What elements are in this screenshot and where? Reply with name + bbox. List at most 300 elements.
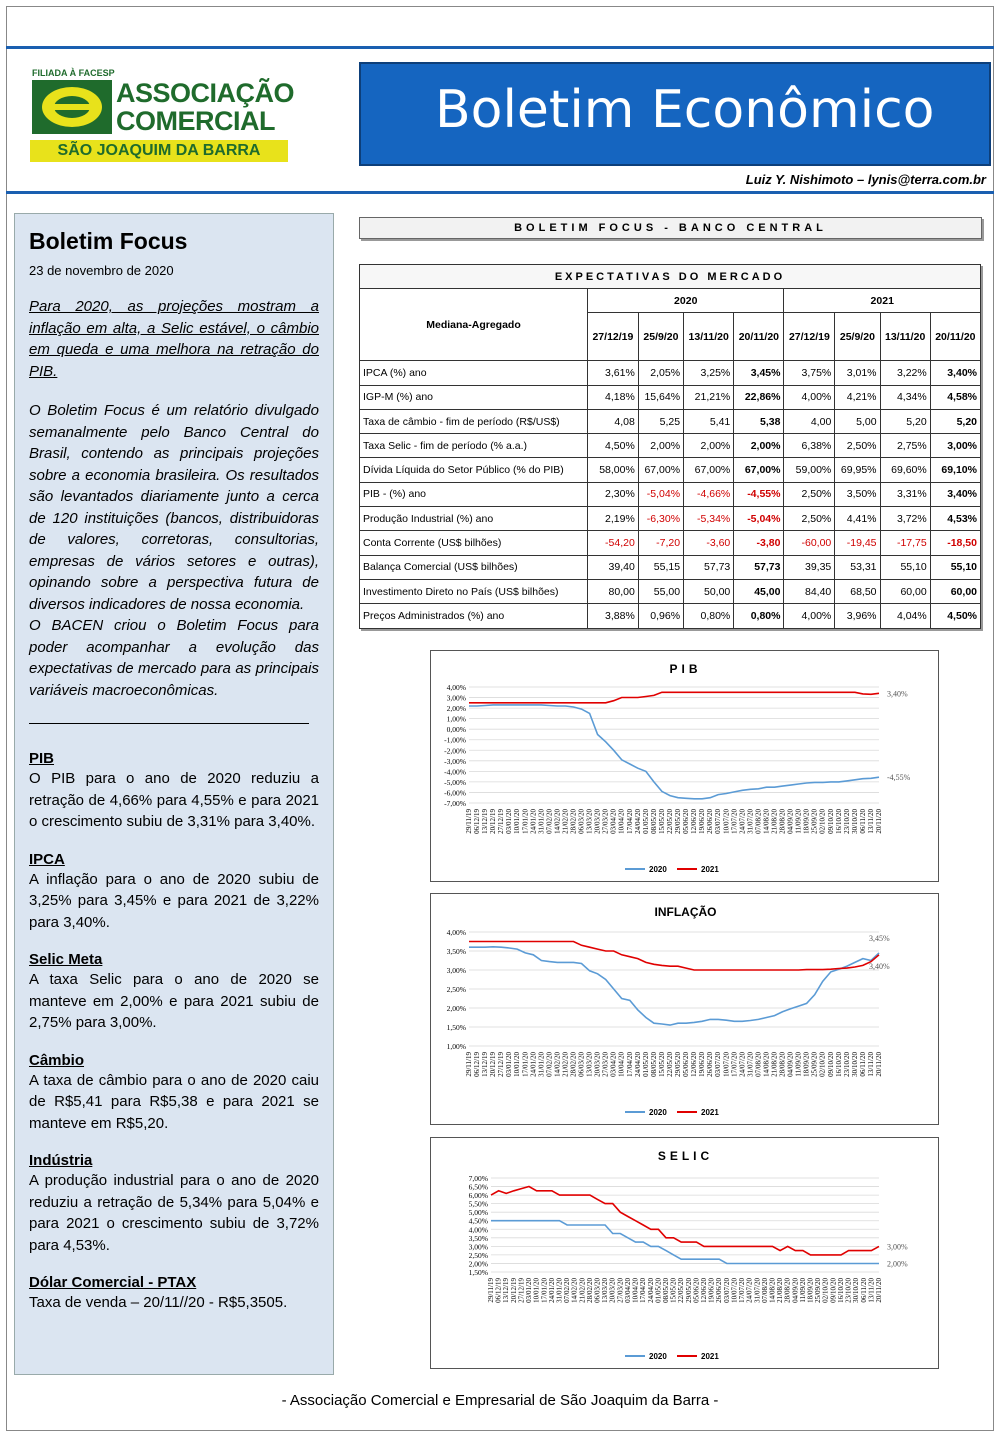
x-tick-label: 24/04/20 — [633, 809, 642, 834]
cell-value: 2,05% — [638, 361, 683, 385]
y-tick-label: 5,50% — [468, 1199, 488, 1209]
author-line: Luiz Y. Nishimoto – lynis@terra.com.br — [745, 172, 986, 187]
x-tick-label: 08/05/20 — [649, 1052, 658, 1077]
x-tick-label: 07/02/20 — [545, 809, 554, 834]
cell-value: 5,41 — [684, 409, 734, 433]
x-tick-label: 14/08/20 — [768, 1278, 777, 1303]
date-header: 25/9/20 — [638, 313, 683, 361]
x-tick-label: 29/11/19 — [465, 809, 473, 834]
x-tick-label: 25/09/20 — [810, 1052, 819, 1077]
y-tick-label: -4,00% — [444, 767, 466, 777]
cell-value: 0,96% — [638, 604, 683, 628]
cell-value: 55,15 — [638, 555, 683, 579]
x-tick-label: 30/10/20 — [850, 809, 859, 834]
y-tick-label: 4,00% — [446, 928, 466, 937]
cell-value: 39,35 — [784, 555, 835, 579]
x-tick-label: 10/07/20 — [730, 1278, 739, 1303]
x-tick-label: 05/06/20 — [692, 1278, 701, 1303]
y-tick-label: 2,50% — [468, 1250, 488, 1260]
x-tick-label: 14/08/20 — [762, 809, 771, 834]
y-tick-label: 4,00% — [468, 1225, 488, 1235]
table-row — [360, 531, 981, 555]
x-tick-label: 09/10/20 — [826, 809, 835, 834]
y-tick-label: 7,00% — [468, 1174, 488, 1183]
cell-value: 50,00 — [684, 579, 734, 603]
cell-value: 3,50% — [835, 482, 880, 506]
x-tick-label: 01/05/20 — [654, 1278, 663, 1303]
x-tick-label: 23/10/20 — [844, 1278, 853, 1303]
x-tick-label: 20/11/20 — [875, 1278, 883, 1303]
x-tick-label: 22/05/20 — [665, 1052, 674, 1077]
x-tick-label: 24/07/20 — [738, 1052, 747, 1077]
x-tick-label: 08/05/20 — [661, 1278, 670, 1303]
x-tick-label: 04/09/20 — [791, 1278, 800, 1303]
sidebar-date: 23 de novembro de 2020 — [29, 263, 174, 278]
cell-value: -4,66% — [684, 482, 734, 506]
x-tick-label: 13/11/20 — [867, 1278, 876, 1303]
y-tick-label: -3,00% — [444, 756, 466, 766]
x-tick-label: 20/12/19 — [489, 1052, 498, 1077]
end-value-label: 3,40% — [887, 689, 908, 699]
x-tick-label: 03/04/20 — [623, 1278, 632, 1303]
chart-title: INFLAÇÃO — [654, 905, 717, 919]
cell-value: 57,73 — [684, 555, 734, 579]
x-tick-label: 10/01/20 — [513, 809, 522, 834]
x-tick-label: 27/12/19 — [497, 809, 506, 834]
logo-line-2: COMERCIAL — [116, 106, 275, 136]
x-tick-label: 16/10/20 — [836, 1278, 845, 1303]
x-tick-label: 13/03/20 — [601, 1278, 610, 1303]
chart-title: PIB — [669, 662, 702, 676]
y-tick-label: 3,50% — [446, 947, 466, 956]
y-tick-label: 3,50% — [468, 1233, 488, 1243]
pib-chart-svg — [431, 651, 940, 883]
x-tick-label: 28/02/20 — [585, 1278, 594, 1303]
x-tick-label: 24/07/20 — [738, 809, 747, 834]
x-tick-label: 27/03/20 — [616, 1278, 625, 1303]
cell-value: 5,25 — [638, 409, 683, 433]
x-tick-label: 21/02/20 — [578, 1278, 587, 1303]
x-tick-label: 31/01/20 — [537, 1052, 546, 1077]
x-tick-label: 07/02/20 — [563, 1278, 572, 1303]
section-text-cambio: A taxa de câmbio para o ano de 2020 caiu de R$5,41 para R$5,38 e para 2021 se manteve em R$5,20. — [29, 1071, 319, 1132]
x-tick-label: 21/08/20 — [776, 1278, 785, 1303]
y-tick-label: 4,00% — [446, 683, 466, 692]
cell-value: 55,00 — [638, 579, 683, 603]
x-tick-label: 06/11/20 — [859, 1278, 868, 1303]
x-tick-label: 30/10/20 — [850, 1052, 859, 1077]
sidebar-title: Boletim Focus — [29, 228, 188, 254]
y-tick-label: -6,00% — [444, 788, 466, 798]
y-tick-label: -2,00% — [444, 746, 466, 756]
x-tick-label: 07/08/20 — [754, 809, 763, 834]
x-tick-label: 17/04/20 — [625, 809, 634, 834]
cell-value: 80,00 — [588, 579, 639, 603]
x-tick-label: 22/05/20 — [665, 809, 674, 834]
cell-value: 69,10% — [930, 458, 980, 482]
x-tick-label: 06/03/20 — [577, 1052, 586, 1077]
x-tick-label: 20/12/19 — [489, 809, 498, 834]
x-tick-label: 02/10/20 — [821, 1278, 830, 1303]
x-tick-label: 07/08/20 — [754, 1052, 763, 1077]
table-row — [360, 604, 981, 628]
x-tick-label: 28/08/20 — [783, 1278, 792, 1303]
cell-value: 84,40 — [784, 579, 835, 603]
cell-value: 2,50% — [784, 507, 835, 531]
date-header: 13/11/20 — [880, 313, 930, 361]
cell-value: 3,88% — [588, 604, 639, 628]
cell-value: -3,80 — [734, 531, 784, 555]
x-tick-label: 28/08/20 — [778, 809, 787, 834]
x-tick-label: 31/07/20 — [746, 809, 755, 834]
x-tick-label: 12/06/20 — [700, 1278, 709, 1303]
cell-value: 3,40% — [930, 361, 980, 385]
x-tick-label: 03/01/20 — [505, 809, 514, 834]
x-tick-label: 19/06/20 — [698, 809, 707, 834]
x-tick-label: 26/06/20 — [715, 1278, 724, 1303]
cell-value: -19,45 — [835, 531, 880, 555]
y-tick-label: 4,50% — [468, 1216, 488, 1226]
cell-value: 3,45% — [734, 361, 784, 385]
x-tick-label: 11/09/20 — [794, 1052, 803, 1077]
y-tick-label: 6,00% — [468, 1191, 488, 1201]
association-logo — [28, 66, 295, 164]
series-line-2020 — [469, 947, 879, 1025]
x-tick-label: 06/11/20 — [858, 809, 867, 834]
row-label: IGP-M (%) ano — [360, 385, 588, 409]
table-row — [360, 482, 981, 506]
x-tick-label: 06/12/19 — [494, 1278, 503, 1303]
y-tick-label: 2,00% — [446, 704, 466, 714]
cell-value: 3,22% — [880, 361, 930, 385]
y-tick-label: 0,00% — [446, 725, 466, 735]
cell-value: 4,00% — [784, 385, 835, 409]
cell-value: 3,31% — [880, 482, 930, 506]
date-header: 20/11/20 — [930, 313, 980, 361]
cell-value: 4,58% — [930, 385, 980, 409]
year-2021: 2021 — [784, 289, 981, 313]
series-line-2021 — [469, 942, 879, 971]
x-tick-label: 26/06/20 — [706, 1052, 715, 1077]
x-tick-label: 03/04/20 — [609, 1052, 618, 1077]
y-tick-label: 3,00% — [468, 1242, 488, 1252]
section-heading-cambio: Câmbio — [29, 1051, 85, 1069]
x-tick-label: 14/08/20 — [762, 1052, 771, 1077]
x-tick-label: 10/01/20 — [532, 1278, 541, 1303]
cell-value: 59,00% — [784, 458, 835, 482]
row-label: Conta Corrente (US$ bilhões) — [360, 531, 588, 555]
cell-value: -60,00 — [784, 531, 835, 555]
row-label: PIB - (%) ano — [360, 482, 588, 506]
cell-value: 4,34% — [880, 385, 930, 409]
x-tick-label: 24/01/20 — [547, 1278, 556, 1303]
x-tick-label: 03/07/20 — [722, 1278, 731, 1303]
x-tick-label: 24/07/20 — [745, 1278, 754, 1303]
x-tick-label: 17/07/20 — [730, 809, 739, 834]
y-tick-label: -1,00% — [444, 735, 466, 745]
x-tick-label: 17/04/20 — [625, 1052, 634, 1077]
row-label: IPCA (%) ano — [360, 361, 588, 385]
date-header: 25/9/20 — [835, 313, 880, 361]
logo-city-bar: SÃO JOAQUIM DA BARRA — [30, 140, 288, 162]
legend-label: 2021 — [701, 865, 719, 874]
cell-value: -4,55% — [734, 482, 784, 506]
x-tick-label: 02/10/20 — [818, 1052, 827, 1077]
cell-value: 3,25% — [684, 361, 734, 385]
cell-value: 2,30% — [588, 482, 639, 506]
x-tick-label: 24/04/20 — [633, 1052, 642, 1077]
y-tick-label: 1,50% — [446, 1023, 466, 1032]
expectations-table — [359, 264, 981, 629]
y-tick-label: 6,50% — [468, 1182, 488, 1192]
x-tick-label: 21/08/20 — [770, 1052, 779, 1077]
x-tick-label: 28/08/20 — [778, 1052, 787, 1077]
x-tick-label: 03/01/20 — [525, 1278, 534, 1303]
cell-value: 4,53% — [930, 507, 980, 531]
table-row — [360, 385, 981, 409]
x-tick-label: 06/03/20 — [593, 1278, 602, 1303]
cell-value: 0,80% — [734, 604, 784, 628]
section-text-ipca: A inflação para o ano de 2020 subiu de 3,25% para 3,45% e para 2021 de 3,22% para 3,40%. — [29, 870, 319, 931]
x-tick-label: 14/02/20 — [570, 1278, 579, 1303]
cell-value: 22,86% — [734, 385, 784, 409]
cell-value: 3,40% — [930, 482, 980, 506]
cell-value: 15,64% — [638, 385, 683, 409]
legend-label: 2020 — [649, 865, 667, 874]
cell-value: 3,61% — [588, 361, 639, 385]
sidebar-panel — [14, 213, 334, 1375]
cell-value: 4,04% — [880, 604, 930, 628]
cell-value: 2,50% — [784, 482, 835, 506]
x-tick-label: 24/04/20 — [646, 1278, 655, 1303]
cell-value: 2,00% — [638, 434, 683, 458]
x-tick-label: 27/03/20 — [601, 1052, 610, 1077]
x-tick-label: 15/05/20 — [669, 1278, 678, 1303]
page-title: Boletim Econômico — [435, 80, 935, 140]
x-tick-label: 03/01/20 — [505, 1052, 514, 1077]
section-text-industria: A produção industrial para o ano de 2020 reduziu a retração de 5,34% para 5,04% e para 2021 o crescimento subiu de 3,72% para 4,53%. — [29, 1172, 319, 1254]
row-label: Taxa de câmbio - fim de período (R$/US$) — [360, 409, 588, 433]
x-tick-label: 10/07/20 — [722, 809, 731, 834]
x-tick-label: 10/04/20 — [631, 1278, 640, 1303]
selic-chart — [430, 1137, 939, 1369]
row-header: Mediana-Agregado — [360, 289, 588, 361]
x-tick-label: 23/10/20 — [842, 809, 851, 834]
cell-value: 4,41% — [835, 507, 880, 531]
table-row — [360, 361, 981, 385]
cell-value: 4,08 — [588, 409, 639, 433]
x-tick-label: 10/01/20 — [513, 1052, 522, 1077]
sidebar-paragraph-1: O Boletim Focus é um relatório divulgado semanalmente pelo Banco Central do Brasil, contendo as principais projeções sobre a economia brasileira. Os resultados são levantados diariamente junto a cerca de 120 instituições (bancos, distribuidoras de valores, corretoras, consultorias, empresas de vários setores e outras), opinando sobre a perspectiva futura de diversos indicadores de nossa economia. — [29, 402, 319, 613]
x-tick-label: 29/05/20 — [674, 809, 683, 834]
x-tick-label: 18/09/20 — [806, 1278, 815, 1303]
x-tick-label: 07/02/20 — [545, 1052, 554, 1077]
x-tick-label: 10/04/20 — [617, 809, 626, 834]
x-tick-label: 31/01/20 — [537, 809, 546, 834]
x-tick-label: 18/09/20 — [802, 809, 811, 834]
table-body — [360, 361, 981, 628]
selic-chart-svg — [431, 1138, 940, 1370]
x-tick-label: 06/11/20 — [858, 1052, 867, 1077]
x-tick-label: 29/05/20 — [684, 1278, 693, 1303]
cell-value: 2,00% — [684, 434, 734, 458]
x-tick-label: 05/06/20 — [682, 809, 691, 834]
cell-value: -5,34% — [684, 507, 734, 531]
x-tick-label: 04/09/20 — [786, 809, 795, 834]
cell-value: 4,21% — [835, 385, 880, 409]
x-tick-label: 24/01/20 — [529, 809, 538, 834]
section-text-selic: A taxa Selic para o ano de 2020 se manteve em 2,00% e para 2021 subiu de 2,75% para 3,00%. — [29, 971, 319, 1031]
cell-value: 2,00% — [734, 434, 784, 458]
y-tick-label: 5,00% — [468, 1208, 488, 1218]
section-heading-pib: PIB — [29, 750, 55, 767]
header-rule-bottom — [6, 191, 994, 194]
cell-value: 5,00 — [835, 409, 880, 433]
cell-value: 60,00 — [930, 579, 980, 603]
x-tick-label: 17/07/20 — [730, 1052, 739, 1077]
cell-value: 60,00 — [880, 579, 930, 603]
x-tick-label: 11/09/20 — [798, 1278, 807, 1303]
x-tick-label: 13/12/19 — [502, 1278, 511, 1303]
cell-value: 67,00% — [638, 458, 683, 482]
section-heading-ipca: IPCA — [29, 850, 65, 868]
cell-value: -3,60 — [684, 531, 734, 555]
x-tick-label: 20/03/20 — [608, 1278, 617, 1303]
x-tick-label: 17/01/20 — [521, 1052, 530, 1077]
x-tick-label: 20/11/20 — [875, 809, 883, 834]
pib-chart — [430, 650, 939, 882]
x-tick-label: 31/07/20 — [753, 1278, 762, 1303]
cell-value: 69,60% — [880, 458, 930, 482]
cell-value: -18,50 — [930, 531, 980, 555]
sidebar-intro: Para 2020, as projeções mostram a inflação em alta, a Selic estável, o câmbio em queda e uma melhora na retração do PIB. — [29, 298, 319, 380]
inflacao-chart-svg — [431, 894, 940, 1126]
cell-value: 55,10 — [930, 555, 980, 579]
y-tick-label: 2,00% — [446, 1004, 466, 1013]
cell-value: 3,01% — [835, 361, 880, 385]
cell-value: 2,50% — [835, 434, 880, 458]
table-row — [360, 434, 981, 458]
end-value-label: 3,40% — [869, 961, 890, 971]
x-tick-label: 10/07/20 — [722, 1052, 731, 1077]
cell-value: -5,04% — [734, 507, 784, 531]
end-value-label: 2,00% — [887, 1259, 908, 1269]
x-tick-label: 13/03/20 — [585, 809, 594, 834]
y-tick-label: 3,00% — [446, 693, 466, 703]
chart-title: SELIC — [657, 1149, 714, 1163]
x-tick-label: 27/03/20 — [601, 809, 610, 834]
cell-value: 4,00% — [784, 604, 835, 628]
x-tick-label: 27/12/19 — [497, 1052, 506, 1077]
end-value-label: -4,55% — [887, 773, 911, 783]
date-header: 20/11/20 — [734, 313, 784, 361]
cell-value: 57,73 — [734, 555, 784, 579]
sidebar-divider — [29, 723, 309, 724]
logo-line-1: ASSOCIAÇÃO — [116, 78, 295, 108]
x-tick-label: 13/12/19 — [481, 809, 490, 834]
x-tick-label: 28/02/20 — [569, 1052, 578, 1077]
x-tick-label: 20/03/20 — [593, 809, 602, 834]
x-tick-label: 17/01/20 — [521, 809, 530, 834]
y-tick-label: 3,00% — [446, 966, 466, 975]
x-tick-label: 01/05/20 — [641, 809, 650, 834]
cell-value: -5,04% — [638, 482, 683, 506]
cell-value: 3,75% — [784, 361, 835, 385]
y-tick-label: 2,50% — [446, 985, 466, 994]
date-header: 13/11/20 — [684, 313, 734, 361]
x-tick-label: 18/09/20 — [802, 1052, 811, 1077]
x-tick-label: 23/10/20 — [842, 1052, 851, 1077]
legend-label: 2020 — [649, 1108, 667, 1117]
cell-value: 5,38 — [734, 409, 784, 433]
cell-value: 4,18% — [588, 385, 639, 409]
table-row — [360, 555, 981, 579]
x-tick-label: 28/02/20 — [569, 809, 578, 834]
year-2020: 2020 — [588, 289, 784, 313]
y-tick-label: -7,00% — [444, 799, 466, 808]
row-label: Taxa Selic - fim de período (% a.a.) — [360, 434, 588, 458]
cell-value: 2,19% — [588, 507, 639, 531]
x-tick-label: 22/05/20 — [677, 1278, 686, 1303]
cell-value: 55,10 — [880, 555, 930, 579]
x-tick-label: 01/05/20 — [641, 1052, 650, 1077]
x-tick-label: 08/05/20 — [649, 809, 658, 834]
cell-value: -17,75 — [880, 531, 930, 555]
x-tick-label: 03/07/20 — [714, 809, 723, 834]
x-tick-label: 17/01/20 — [540, 1278, 549, 1303]
cell-value: 69,95% — [835, 458, 880, 482]
cell-value: -6,30% — [638, 507, 683, 531]
x-tick-label: 13/11/20 — [866, 1052, 875, 1077]
section-text-ptax: Taxa de venda – 20/11//20 - R$5,3505. — [29, 1294, 288, 1311]
x-tick-label: 09/10/20 — [829, 1278, 838, 1303]
cell-value: 2,75% — [880, 434, 930, 458]
cell-value: 3,00% — [930, 434, 980, 458]
section-heading-selic: Selic Meta — [29, 951, 103, 968]
header-rule-top — [6, 46, 994, 49]
cell-value: 3,96% — [835, 604, 880, 628]
date-header: 27/12/19 — [784, 313, 835, 361]
x-tick-label: 26/06/20 — [706, 809, 715, 834]
section-heading-industria: Indústria — [29, 1152, 93, 1169]
x-tick-label: 12/06/20 — [690, 1052, 699, 1077]
section-text-pib: O PIB para o ano de 2020 reduziu a retração de 4,66% para 4,55% e para 2021 o crescimento subiu de 3,31% para 3,40%. — [29, 770, 319, 830]
cell-value: 58,00% — [588, 458, 639, 482]
cell-value: 5,20 — [930, 409, 980, 433]
x-tick-label: 31/01/20 — [555, 1278, 564, 1303]
x-tick-label: 16/10/20 — [834, 1052, 843, 1077]
x-tick-label: 21/08/20 — [770, 809, 779, 834]
x-tick-label: 05/06/20 — [682, 1052, 691, 1077]
x-tick-label: 19/06/20 — [707, 1278, 716, 1303]
x-tick-label: 03/04/20 — [609, 809, 618, 834]
x-tick-label: 10/04/20 — [617, 1052, 626, 1077]
cell-value: 68,50 — [835, 579, 880, 603]
x-tick-label: 20/03/20 — [593, 1052, 602, 1077]
x-tick-label: 02/10/20 — [818, 809, 827, 834]
x-tick-label: 15/05/20 — [657, 809, 666, 834]
cell-value: 67,00% — [734, 458, 784, 482]
x-tick-label: 09/10/20 — [826, 1052, 835, 1077]
x-tick-label: 29/11/19 — [465, 1052, 473, 1077]
cell-value: -54,20 — [588, 531, 639, 555]
x-tick-label: 25/09/20 — [810, 809, 819, 834]
cell-value: 4,50% — [588, 434, 639, 458]
cell-value: 4,00 — [784, 409, 835, 433]
y-tick-label: -5,00% — [444, 777, 466, 787]
x-tick-label: 07/08/20 — [760, 1278, 769, 1303]
cell-value: 21,21% — [684, 385, 734, 409]
